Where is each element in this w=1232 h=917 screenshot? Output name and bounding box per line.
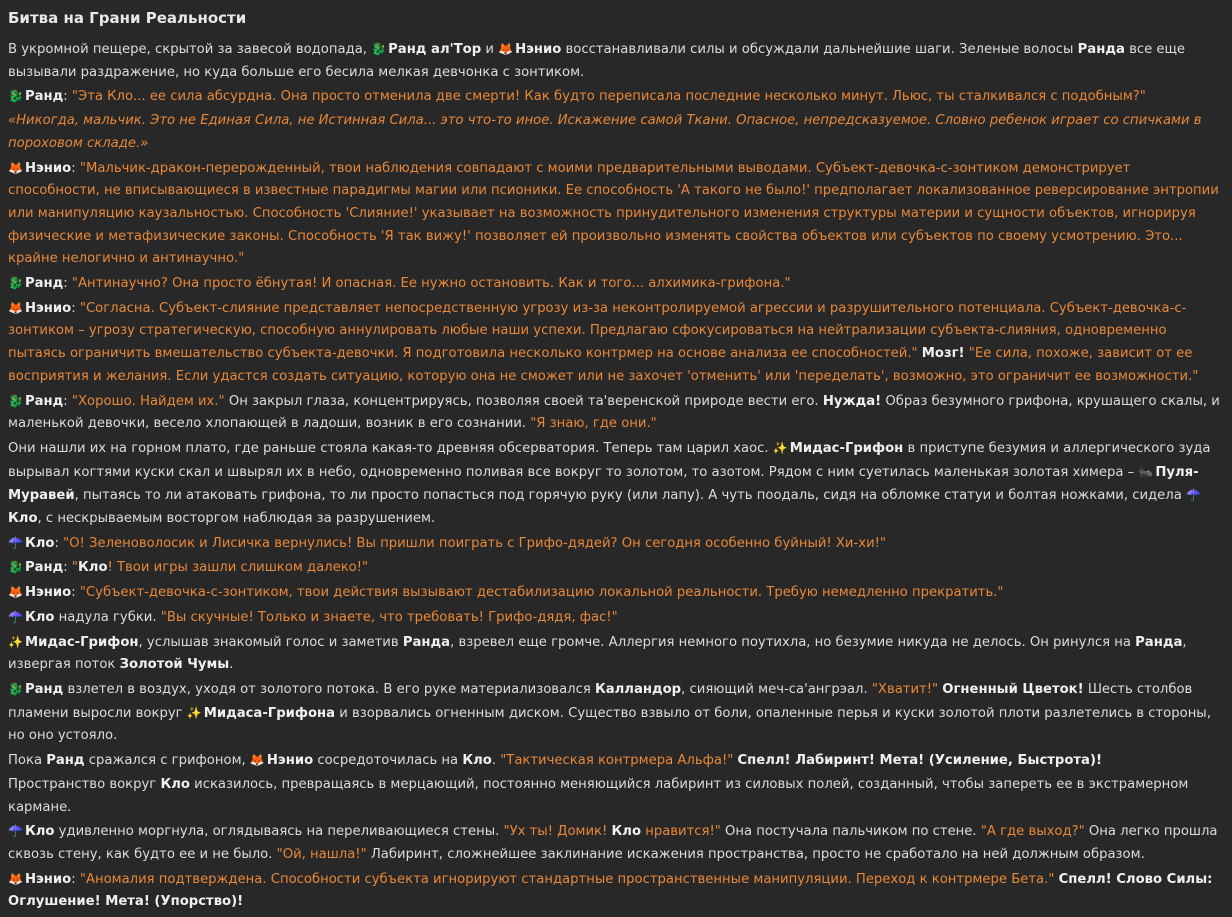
bold-name: Мидаса-Грифона [203,705,336,721]
dialogue-quote: "Ух ты! Домик! [503,824,612,840]
bold-name: Калландор [594,681,682,697]
story-paragraph [8,820,1224,866]
bold-name: Ранда [1135,634,1183,650]
narration-text: , сияющий меч-са'ангрэал. [681,681,872,697]
narration-text: и взорвались огненным диском. Существо взвыло от боли, опаленные перья и куски золотой плоти разлетелись в стороны, но оно устояло. [8,705,1211,744]
story-content [8,38,1224,914]
narration-text: удивленно моргнула, оглядываясь на переливающиеся стены. [54,824,504,840]
narration-text: исказилось, превращаясь в мерцающий, постоянно меняющийся лабиринт из силовых полей, созданный, чтобы запереть ее в экстрамерном кармане. [8,776,1189,815]
dialogue-quote: "Вы скучные! Только и знаете, что требовать! Грифо-дядя, фас!" [160,609,618,625]
bold-name: Огненный Цветок! [942,681,1084,697]
bold-name: Ранд ал'Тор [388,42,482,57]
narration-text: Она постучала пальчиком по стене. [720,824,981,840]
dialogue-quote: ! Твои игры зашли слишком далеко!" [107,560,369,576]
dragon-icon: 🐉 [8,276,23,291]
story-paragraph [8,110,1224,155]
dialogue-quote: "Эта Кло... ее сила абсурдна. Она просто отменила две смерти! Как будто переписала последние несколько минут. Льюс, ты сталкивался с подобным?" [71,89,1146,105]
dialogue-quote: "Мальчик-дракон-перерожденный, твои наблюдения совпадают с моими предварительными выводами. Субъект-девочка-с-зонтиком демонстрирует способности, не вписывающиеся в известные парадигмы магии или псионики. Ее способность 'А такого не было!' предполагает локализованное реверсирование энтропии или манипуляцию каузальностью. Способность 'Слияние!' указывает на возможность принудительного изменения структуры материи и сущности объектов, игнорируя физические и метафизические законы. Способность 'Я так вижу!' позволяет ей произвольно изменять свойства объектов или субъектов по своему усмотрению. Это... крайне нелогично и антинаучно." [8,160,1219,267]
dialogue-quote: "А где выход?" [980,824,1085,840]
narration-text: , услышав знакомый голос и заметив [138,634,403,650]
bold-name: Золотой Чумы [119,657,230,673]
bold-name: Ранда [1077,42,1125,57]
bold-name: Пуля-Муравей [8,464,1199,504]
narration-text: в приступе безумия и аллергического зуда вырывал когтями куски скал и швырял их в небо, одновременно поливая все вокруг то золотом, то азотом. Рядом с ним суетилась маленькая золотая химера – [8,440,1211,480]
dialogue-quote: "Хорошо. Найдем их." [71,393,225,409]
dialogue-quote: " [71,560,78,576]
narration-text: восстанавливали силы и обсуждали дальнейшие шаги. Зеленые волосы [561,42,1078,57]
fox-icon: 🦊 [249,753,265,768]
inner-voice-quote: «Никогда, мальчик. Это не Единая Сила, не Истинная Сила... это что-то иное. Искажение самой Ткани. Опасное, непредсказуемое. Словно ребенок играет со спичками в пороховом складе.» [8,113,1202,151]
narration-text: : [63,276,72,292]
narration-text: : [63,393,72,409]
dragon-icon: 🐉 [371,42,387,56]
dialogue-quote: "Я знаю, где они." [530,416,657,432]
narration-text: : [71,160,80,176]
bold-name: Спелл! Лабиринт! Мета! (Усиление, Быстрота)! [737,753,1102,769]
narration-text: , извергая поток [8,634,1187,673]
story-paragraph [8,678,1224,748]
story-paragraph [8,157,1224,272]
dialogue-quote: "Субъект-девочка-с-зонтиком, твои действия вызывают дестабилизацию локальной реальности. Требую немедленно прекратить." [79,585,1004,601]
narration-text: , пытаясь то ли атаковать грифона, то ли просто попасться под горячую руку (или лапу). А чуть поодаль, сидя на обломке статуи и болтая ножками, сидела [74,488,1186,504]
dialogue-quote: нравится!" [641,824,721,840]
narration-text: , взревел еще громче. Аллергия немного поутихла, но безумие никуда не делось. Он ринулся на [450,634,1136,650]
bold-name: Нэнио [24,585,72,601]
story-paragraph [8,774,1224,819]
narration-text: , с нескрываемым восторгом наблюдая за разрушением. [37,511,436,527]
story-paragraph [8,556,1224,580]
ant-icon: 🐜 [1138,464,1154,479]
story-paragraph [8,85,1224,109]
story-paragraph [8,606,1224,630]
bold-name: Ранд [46,753,85,769]
story-paragraph [8,532,1224,556]
narration-text: : [71,871,80,887]
bold-name: Мидас-Грифон [24,634,139,650]
narration-text: : [71,300,80,316]
fox-icon: 🦊 [8,300,23,315]
bold-name: Ранда [402,634,451,650]
bold-name: Кло [611,824,642,840]
story-paragraph [8,272,1224,296]
narration-text: Пространство вокруг [8,776,161,792]
bold-name: Кло [24,535,55,551]
narration-text: В укромной пещере, скрытой за завесой водопада, [8,42,372,57]
bold-name: Ранд [24,560,64,576]
bold-name: Кло [160,776,190,792]
story-paragraph [8,297,1224,389]
bold-name: Ранд [24,89,64,105]
sparkle-icon: ✨ [186,705,202,720]
narration-text: Они нашли их на горном плато, где раньше стояла какая-то древняя обсерватория. Теперь там царил хаос. [8,440,773,456]
fox-icon: 🦊 [8,585,23,600]
bold-name: Ранд [24,393,64,409]
story-paragraph [8,631,1224,677]
narration-text: надула губки. [54,609,161,625]
story-paragraph [8,38,1224,84]
narration-text: Образ безумного грифона, крушащего скалы, и маленькой девочки, весело хлопающей в ладоши, возник в его сознании. [8,393,1220,432]
dialogue-quote: "Аномалия подтверждена. Способности субъекта игнорируют стандартные пространственные манипуляции. Переход к контрмере Бета." [79,871,1055,887]
story-paragraph [8,390,1224,436]
narration-text: сражался с грифоном, [84,753,250,769]
bold-name: Кло [78,560,108,576]
narration-text: Он закрыл глаза, концентрируясь, позволяя своей та'веренской природе вести его. [224,393,823,409]
narration-text: : [54,535,64,551]
narration-text: . [229,657,234,673]
narration-text: Лабиринт, сложнейшее заклинание искажения пространства, просто не сработало на ней должным образом. [366,846,1145,862]
bold-name: Ранд [24,276,64,292]
dialogue-quote: "О! Зеленоволосик и Лисичка вернулись! Вы пришли поиграть с Грифо-дядей? Он сегодня особенно буйный! Хи-хи!" [63,535,886,551]
bold-name: Кло [8,511,38,527]
fox-icon: 🦊 [8,160,23,175]
story-title: Битва на Грани Реальности [8,9,247,27]
narration-text: Пока [8,753,47,769]
dragon-icon: 🐉 [8,89,23,104]
umbrella-icon: ☂️ [8,824,23,839]
sparkle-icon: ✨ [772,440,788,455]
bold-name: Нэнио [24,300,72,316]
bold-name: Кло [24,609,55,625]
bold-name: Нужда! [822,393,882,409]
narration-text: и [481,42,499,57]
bold-name: Спелл! Слово Силы: Оглушение! Мета! (Упорство)! [8,871,1213,910]
fox-icon: 🦊 [8,871,23,886]
narration-text: . [491,753,501,769]
story-paragraph [8,868,1224,914]
dialogue-quote: "Ой, нашла!" [276,846,367,862]
bold-name: Мозг! [921,346,965,362]
dialogue-quote: "Тактическая контрмера Альфа!" [500,753,734,769]
narration-text: Шесть столбов пламени выросли вокруг [8,681,1193,721]
narration-text: : [63,89,72,105]
narration-text: : [71,585,80,601]
narration-text: все еще вызывали раздражение, но куда больше его бесила мелкая девчонка с зонтиком. [8,42,1186,80]
story-paragraph [8,581,1224,605]
dragon-icon: 🐉 [8,393,23,408]
sparkle-icon: ✨ [8,634,23,649]
bold-name: Мидас-Грифон [789,440,904,456]
story-paragraph [8,437,1224,531]
bold-name: Кло [24,824,55,840]
umbrella-icon: ☂️ [8,609,23,624]
dialogue-quote: "Ее сила, похоже, зависит от ее восприятия и желания. Если удастся создать ситуацию, которую она не сможет или не захочет 'отменить' или 'переделать', возможно, это ограничит ее возможности." [8,346,1199,384]
bold-name: Нэнио [24,871,72,887]
narration-text: сосредоточилась на [313,753,463,769]
dialogue-quote: "Антинаучно? Она просто ёбнутая! И опасная. Ее нужно остановить. Как и того... алхимика-грифона." [71,276,791,292]
bold-name: Нэнио [515,42,562,57]
fox-icon: 🦊 [498,42,514,56]
umbrella-icon: ☂️ [1186,488,1201,503]
narration-text: : [63,560,72,576]
umbrella-icon: ☂️ [8,535,23,550]
dragon-icon: 🐉 [8,681,23,696]
narration-text: взлетел в воздух, уходя от золотого потока. В его руке материализовался [63,681,595,697]
dialogue-quote: "Хватит!" [871,681,939,697]
narration-text: Она легко прошла сквозь стену, как будто ее и не было. [8,824,1218,862]
dragon-icon: 🐉 [8,560,23,575]
bold-name: Ранд [24,681,64,697]
dialogue-quote: "Согласна. Субъект-слияние представляет непосредственную угрозу из-за неконтролируемой агрессии и разрушительного потенциала. Субъект-девочка-с-зонтиком – угрозу стратегическую, способную аннулировать любые наши успехи. Предлагаю сфокусироваться на нейтрализации субъекта-слияния, одновременно пытаясь ограничить вмешательство субъекта-девочки. Я подготовила несколько контрмер на основе анализа ее способностей." [8,300,1187,362]
story-paragraph [8,749,1224,773]
bold-name: Нэнио [24,160,72,176]
bold-name: Нэнио [266,753,314,769]
bold-name: Кло [462,753,492,769]
